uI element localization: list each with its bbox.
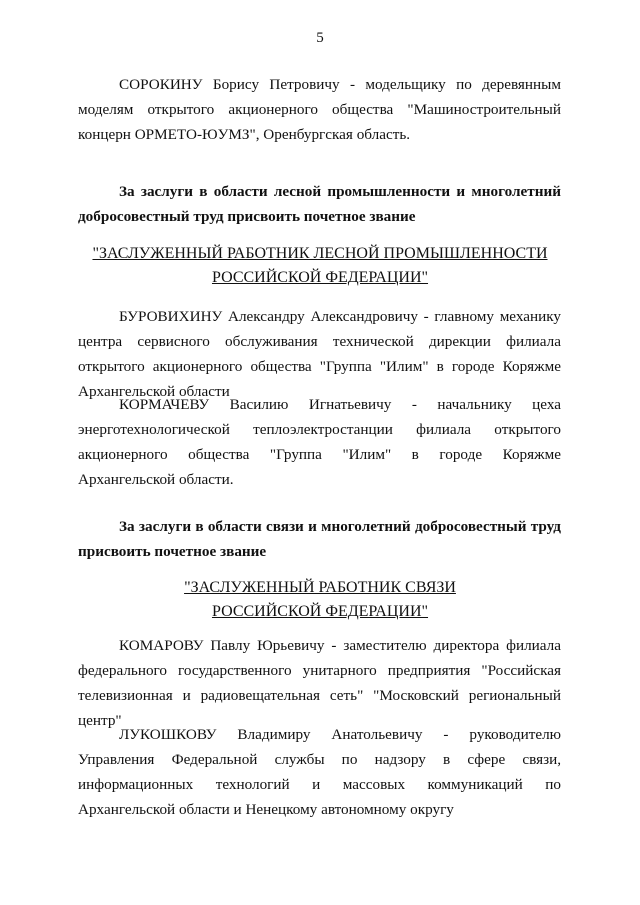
honorary-title-forest xyxy=(0,242,640,290)
honorary-title-communications-line1: "ЗАСЛУЖЕННЫЙ РАБОТНИК СВЯЗИ xyxy=(184,579,456,596)
honorary-title-forest-line2: РОССИЙСКОЙ ФЕДЕРАЦИИ" xyxy=(211,269,429,286)
award-paragraph-burovikhin: БУРОВИХИНУ Александру Александровичу - главному механику центра сервисного обслуживания технической дирекции филиала открытого акционерного общества "Группа "Илим" в городе Коряжме Архангельской области xyxy=(78,308,561,400)
award-paragraph-sorokin: СОРОКИНУ Борису Петровичу - модельщику по деревянным моделям открытого акционерного общества "Машиностроительный концерн ОРМЕТО-ЮУМЗ", Оренбургская область. xyxy=(78,76,561,143)
award-paragraph-komarov: КОМАРОВУ Павлу Юрьевичу - заместителю директора филиала федерального государственного унитарного предприятия "Российская телевизионная и радиовещательная сеть" "Московский региональный центр" xyxy=(78,637,561,729)
award-paragraph-kormachev: КОРМАЧЕВУ Василию Игнатьевичу - начальнику цеха энерготехнологической теплоэлектростанции филиала открытого акционерного общества "Группа "Илим" в городе Коряжме Архангельской области. xyxy=(78,396,561,488)
honorary-title-communications xyxy=(0,576,640,624)
honorary-title-forest-line1: "ЗАСЛУЖЕННЫЙ РАБОТНИК ЛЕСНОЙ ПРОМЫШЛЕННОСТИ xyxy=(92,245,548,262)
award-paragraph-lukoshkov: ЛУКОШКОВУ Владимиру Анатольевичу - руководителю Управления Федеральной службы по надзору в сфере связи, информационных технологий и массовых коммуникаций по Архангельской области и Ненецкому автономному округу xyxy=(78,726,561,818)
page-number: 5 xyxy=(316,30,324,46)
honorary-title-communications-line2: РОССИЙСКОЙ ФЕДЕРАЦИИ" xyxy=(211,603,429,620)
decree-forest-industry: За заслуги в области лесной промышленности и многолетний добросовестный труд присвоить почетное звание xyxy=(78,183,561,225)
decree-communications: За заслуги в области связи и многолетний добросовестный труд присвоить почетное звание xyxy=(78,518,561,560)
